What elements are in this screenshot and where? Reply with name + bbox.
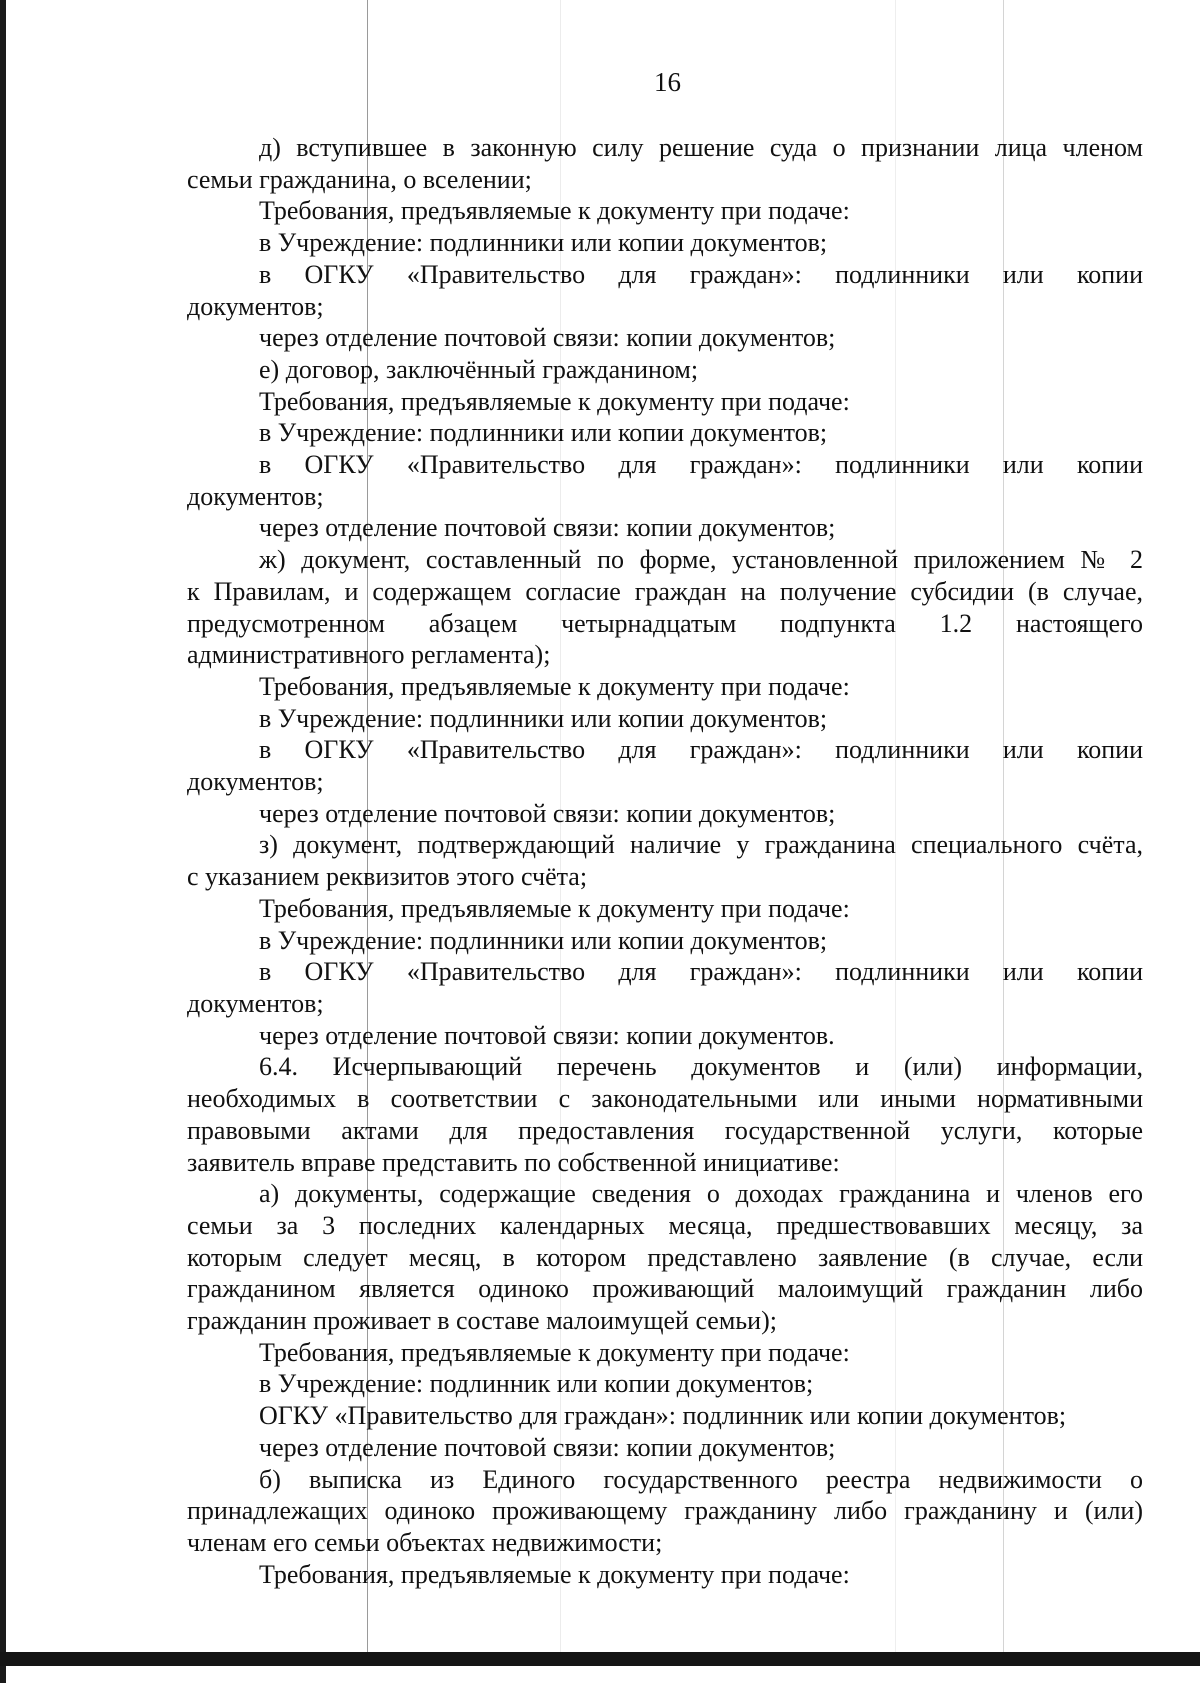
text-line: через отделение почтовой связи: копии документов. (259, 1020, 835, 1050)
text-line: в ОГКУ «Правительство для граждан»: подлинники или копии (259, 735, 1143, 765)
text-line: в Учреждение: подлинники или копии документов; (259, 418, 828, 448)
text-line: Требования, предъявляемые к документу при подаче: (259, 1337, 850, 1367)
text-line: семьи за 3 последних календарных месяца, предшествовавших месяцу, за (187, 1210, 1143, 1240)
text-line: Требования, предъявляемые к документу при подаче: (259, 1559, 850, 1589)
scan-edge-bottom (0, 1652, 1200, 1666)
text-line: б) выписка из Единого государственного реестра недвижимости о (259, 1464, 1143, 1494)
text-line: документов; (187, 767, 324, 797)
text-line: гражданином является одиноко проживающий малоимущий гражданин либо (187, 1274, 1143, 1304)
text-line: 6.4. Исчерпывающий перечень документов и (или) информации, (259, 1052, 1143, 1082)
text-line: гражданин проживает в составе малоимущей семьи); (187, 1306, 777, 1336)
text-line: которым следует месяц, в котором представлено заявление (в случае, если (187, 1242, 1143, 1272)
text-line: д) вступившее в законную силу решение суда о признании лица членом (259, 133, 1143, 162)
document-body (187, 132, 1143, 1590)
text-line: в ОГКУ «Правительство для граждан»: подлинники или копии (259, 259, 1143, 289)
text-line: документов; (187, 988, 324, 1018)
text-line: правовыми актами для предоставления государственной услуги, которые (187, 1115, 1143, 1145)
text-line: через отделение почтовой связи: копии документов; (259, 1432, 836, 1462)
text-line: в Учреждение: подлинники или копии документов; (259, 703, 828, 733)
text-line: е) договор, заключённый гражданином; (259, 354, 699, 384)
text-line: документов; (187, 291, 324, 321)
text-line: в Учреждение: подлинник или копии документов; (259, 1369, 814, 1399)
text-line: к Правилам, и содержащем согласие граждан на получение субсидии (в случае, (187, 576, 1143, 606)
text-line: в Учреждение: подлинники или копии документов; (259, 228, 828, 258)
page-number: 16 (654, 67, 681, 97)
text-line: в ОГКУ «Правительство для граждан»: подлинники или копии (259, 957, 1143, 987)
text-line: принадлежащих одиноко проживающему гражданину либо гражданину и (или) (187, 1496, 1143, 1526)
text-line: з) документ, подтверждающий наличие у гражданина специального счёта, (259, 830, 1143, 860)
text-line: Требования, предъявляемые к документу при подаче: (259, 893, 850, 923)
text-line: семьи гражданина, о вселении; (187, 164, 532, 194)
text-line: предусмотренном абзацем четырнадцатым подпункта 1.2 настоящего (187, 608, 1143, 638)
text-line: заявитель вправе представить по собственной инициативе: (187, 1147, 840, 1177)
text-line: в Учреждение: подлинники или копии документов; (259, 925, 828, 955)
text-line: Требования, предъявляемые к документу при подаче: (259, 671, 850, 701)
text-line: членам его семьи объектах недвижимости; (187, 1527, 663, 1557)
text-line: а) документы, содержащие сведения о доходах гражданина и членов его (259, 1179, 1143, 1209)
text-line: Требования, предъявляемые к документу при подаче: (259, 386, 850, 416)
text-line: документов; (187, 481, 324, 511)
text-line: ОГКУ «Правительство для граждан»: подлинник или копии документов; (259, 1401, 1067, 1431)
text-line: в ОГКУ «Правительство для граждан»: подлинники или копии (259, 450, 1143, 480)
text-line: через отделение почтовой связи: копии документов; (259, 323, 836, 353)
text-line: через отделение почтовой связи: копии документов; (259, 513, 836, 543)
text-line: Требования, предъявляемые к документу при подаче: (259, 196, 850, 226)
text-line: необходимых в соответствии с законодательными или иными нормативными (187, 1084, 1143, 1114)
text-line: через отделение почтовой связи: копии документов; (259, 798, 836, 828)
text-line: административного регламента); (187, 640, 551, 670)
scan-edge-left (0, 0, 6, 1683)
text-line: ж) документ, составленный по форме, установленной приложением № 2 (259, 545, 1143, 575)
text-line: с указанием реквизитов этого счёта; (187, 862, 588, 892)
